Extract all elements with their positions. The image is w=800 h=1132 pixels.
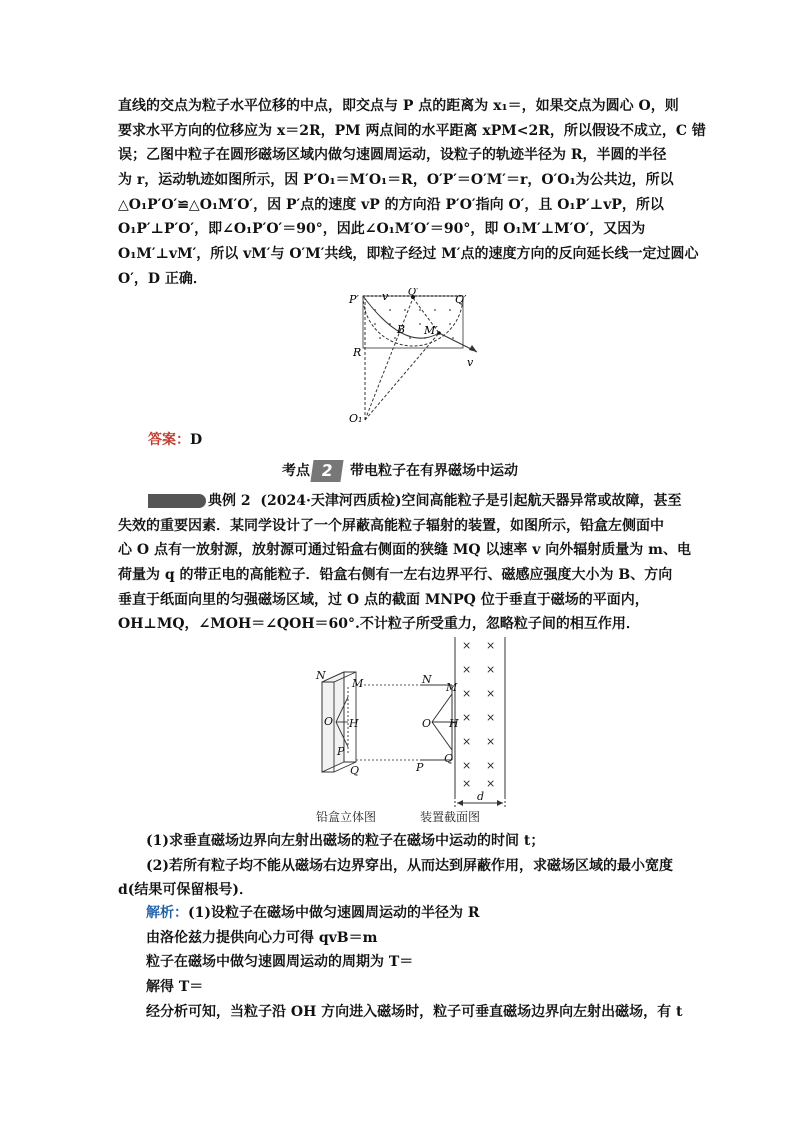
svg-text:×: × [486,687,496,700]
device-figure [312,637,527,827]
analysis-text: (1)设粒子在磁场中做匀速圆周运动的半径为 R [188,905,480,921]
svg-text:×: × [462,687,472,700]
label-q-prime: Q′ [455,293,467,306]
question-line: (1)求垂直磁场边界向左射出磁场的粒子在磁场中运动的时间 t； [146,833,545,849]
intro-line: 误；乙图中粒子在圆形磁场区域内做匀速圆周运动，设粒子的轨迹半径为 R，半圆的半径 [118,147,667,164]
example-line: 失效的重要因素．某同学设计了一个屏蔽高能粒子辐射的装置，如图所示，铅盒左侧面中 [118,517,664,534]
box-label-o: O [324,715,334,728]
trajectory-figure [335,288,485,428]
example-paragraph [118,489,691,637]
section-title: 带电粒子在有界磁场中运动 [350,463,518,479]
caption-right: 装置截面图 [420,810,481,824]
caption-left: 铅盒立体图 [316,810,377,824]
question-line: d(结果可保留根号)． [118,882,254,899]
projection-lines [356,685,420,760]
svg-text:×: × [462,663,472,676]
svg-text:×: × [486,777,496,790]
intro-line: 直线的交点为粒子水平位移的中点，即交点与 P 点的距离为 x₁＝，如果交点为圆心 O，则 [118,98,679,114]
answer-label: 答案： [148,432,190,448]
section-label-p: P [416,761,424,774]
example-line: 心 O 点有一放射源，放射源可通过铅盒右侧面的狭缝 MQ 以速率 v 向外辐射质量为 m、电 [118,542,691,559]
intro-line: 为 r，运动轨迹如图所示，因 P′O₁＝M′O₁＝R，O′P′＝O′M′＝r，O′O₁为公共边，所以 [118,172,674,189]
box-label-m: M [352,677,364,690]
svg-text:×: × [486,663,496,676]
section-label-q: Q [444,752,454,765]
example-label: 典例 2 [208,493,251,509]
analysis-line: 经分析可知，当粒子沿 OH 方向进入磁场时，粒子可垂直磁场边界向左射出磁场，有 t [146,1003,683,1020]
intro-paragraph [118,94,706,292]
radius-o1-m [365,333,439,420]
example-text: (2024·天津河西质检)空间高能粒子是引起航天器异常或故障，甚至 [260,493,682,509]
svg-text:×: × [462,711,472,724]
label-v-top: v [382,290,389,303]
section-label-h: H [449,717,459,730]
answer-value: D [190,432,203,448]
label-o-prime: O′ [408,288,419,298]
box-label-p: P [337,745,345,758]
example-line: 垂直于纸面向里的匀强磁场区域，过 O 点的截面 MNPQ 位于垂直于磁场的平面内， [118,591,649,608]
svg-text:×: × [462,777,472,790]
svg-text:×: × [486,639,496,652]
intro-line: 要求水平方向的位移应为 x＝2R，PM 两点间的水平距离 xPM<2R，所以假设不成立，C 错 [118,122,706,139]
section-label-m: M [446,681,458,694]
svg-text:×: × [462,735,472,748]
example-line: OH⊥MQ，∠MOH＝∠QOH＝60°.不计粒子所受重力，忽略粒子间的相互作用． [118,616,640,633]
width-label-d: d [477,790,485,803]
label-o1: O₁ [349,412,363,425]
svg-text:×: × [486,735,496,748]
exit-arrow [469,345,477,352]
box-label-q: Q [350,764,360,777]
analysis-line: 粒子在磁场中做匀速圆周运动的周期为 T＝ [146,954,414,971]
label-m-prime: M′ [424,324,438,337]
svg-text:×: × [486,711,496,724]
example-line: 荷量为 q 的带正电的高能粒子．铅盒右侧有一左右边界平行、磁感应强度大小为 B、方向 [118,567,673,584]
box-label-h: H [349,717,359,730]
intro-line: O₁M′⊥vM′，所以 vM′与 O′M′共线，即粒子经过 M′点的速度方向的反向延长线一定过圆心 [118,246,699,263]
label-b: B [397,323,406,336]
analysis-line: 解得 T＝ [146,979,204,996]
question-line: (2)若所有粒子均不能从磁场右边界穿出，从而达到屏蔽作用，求磁场区域的最小宽度 [146,857,673,874]
answer-line [148,428,713,453]
section-label-n: N [422,673,432,686]
section-heading [0,460,800,482]
section-label-o: O [422,717,432,730]
field-region [363,296,463,348]
radius-o1-o [365,298,413,420]
example-tag-bar [148,494,206,508]
d-arrow-left [457,800,463,806]
intro-line: O′，D 正确． [118,270,207,287]
analysis-line: 由洛伦兹力提供向心力可得 qvB＝m [146,929,378,946]
analysis-line [118,901,683,926]
svg-text:×: × [462,639,472,652]
analysis-label: 解析： [146,905,188,921]
d-arrow-right [497,800,503,806]
questions-paragraph [118,829,683,903]
label-r: R [353,346,362,359]
semicircle-trajectory [363,296,463,346]
label-v-out: v [467,356,474,369]
svg-text:×: × [486,759,496,772]
section-number-badge: 2 [310,460,343,482]
field-crosses [462,639,495,790]
example-line [148,489,683,514]
analysis-paragraph [118,901,683,1024]
section-prefix: 考点 [282,463,310,479]
box-label-n: N [316,669,326,682]
intro-line: △O₁P′O′≌△O₁M′O′，因 P′点的速度 vP 的方向沿 P′O′指向 O′，且 O₁P′⊥vP，所以 [118,196,664,213]
intro-line: O₁P′⊥P′O′，即∠O₁P′O′＝90°，因此∠O₁M′O′＝90°，即 O₁M′⊥M′O′，又因为 [118,221,646,238]
svg-text:×: × [462,759,472,772]
label-p-prime: P′ [349,293,359,306]
